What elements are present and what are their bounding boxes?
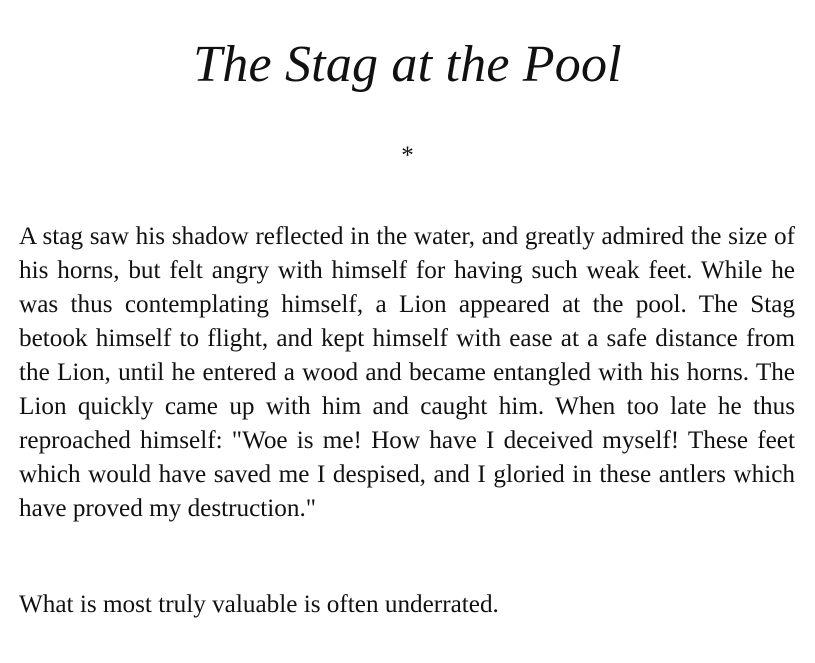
story-paragraph: A stag saw his shadow reflected in the water, and greatly admired the size of his horns, but felt angry with himself for having such weak feet. While he was thus contemplating himself, a Lion appeared at the pool. The Stag betook himself to flight, and kept himself with ease at a safe distance from the Lion, until he entered a wood and became entangled with his horns. The Lion quickly came up with him and caught him. When too late he thus reproached himself: "Woe is me! How have I deceived myself! These feet which would have saved me I despised, and I gloried in these antlers which have proved my destruction.": [19, 223, 795, 522]
story-title: The Stag at the Pool: [193, 36, 622, 93]
section-separator: *: [401, 142, 414, 169]
moral-paragraph: What is most truly valuable is often underrated.: [19, 591, 499, 618]
